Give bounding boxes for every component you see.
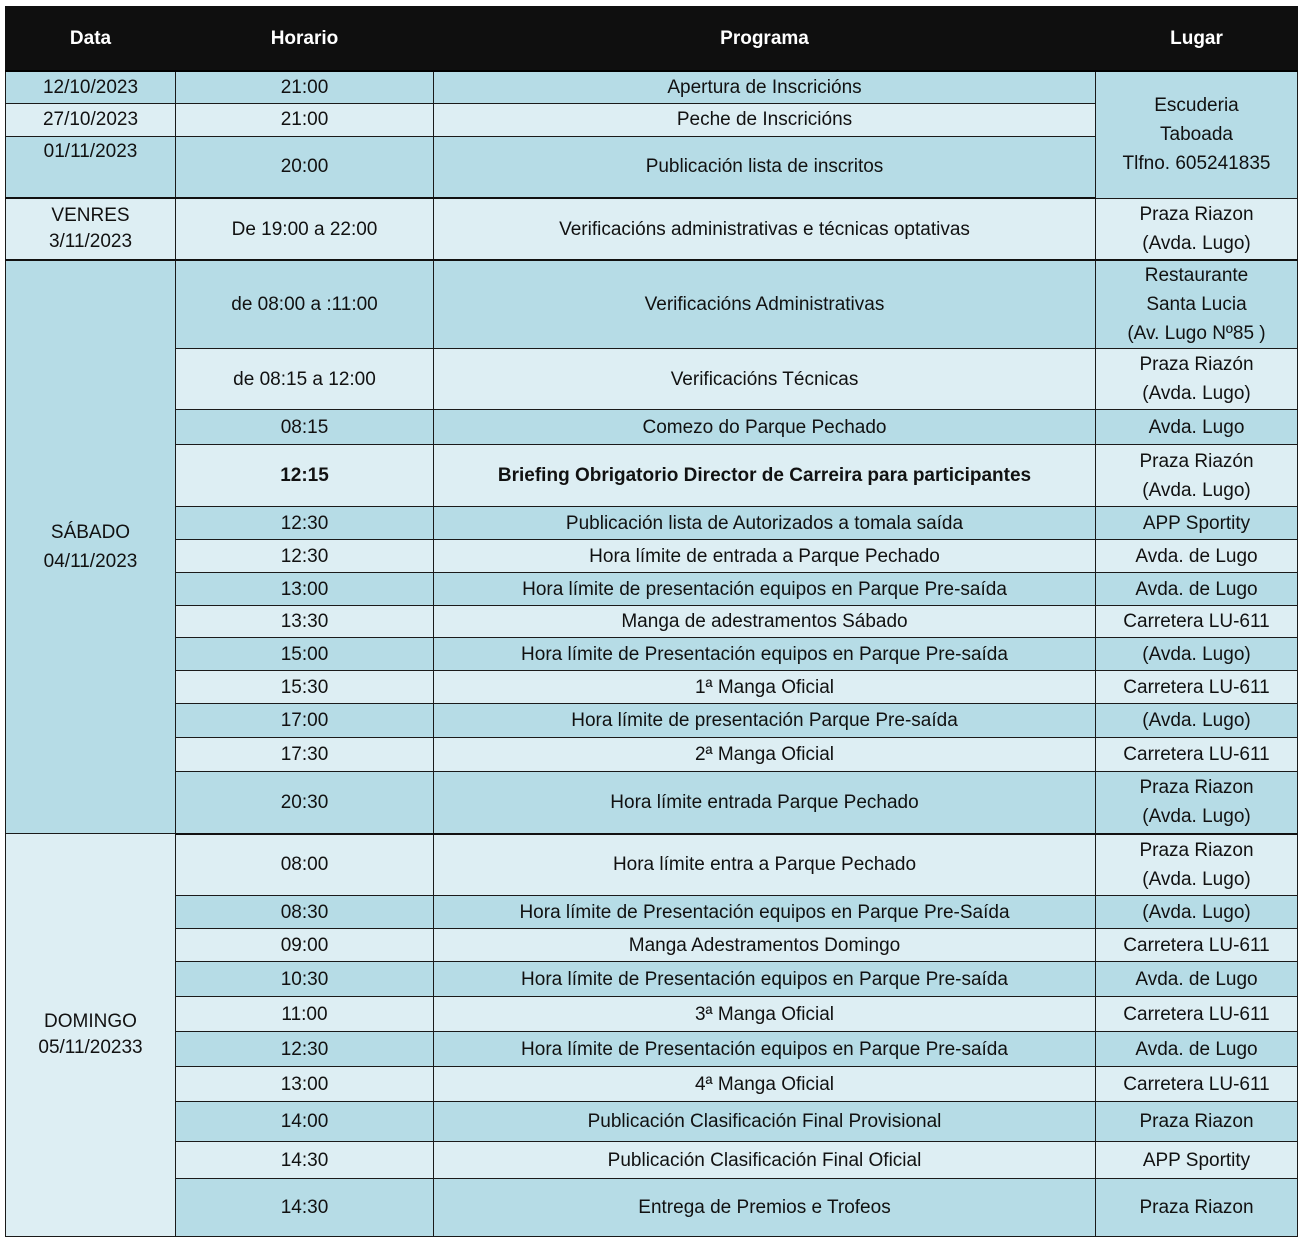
place-line: Restaurante: [1144, 265, 1249, 286]
place-cell: [1096, 71, 1298, 198]
place-cell: Praza Riazon: [1096, 1102, 1298, 1142]
time-cell: 13:00: [176, 573, 434, 606]
header-time: Horario: [176, 7, 434, 72]
program-cell: 3ª Manga Oficial: [434, 997, 1096, 1032]
place-line: (Avda. Lugo): [1142, 479, 1251, 501]
time-cell: 12:30: [176, 540, 434, 573]
table-row: [6, 1142, 1298, 1179]
program-cell: Hora límite entra a Parque Pechado: [434, 834, 1096, 896]
place-cell: [1096, 349, 1298, 410]
table-row: [6, 638, 1298, 671]
schedule-table: [5, 6, 1298, 1237]
place-cell: Praza Riazon: [1096, 1179, 1298, 1237]
time-cell: 15:00: [176, 638, 434, 671]
place-cell: Carretera LU-611: [1096, 929, 1298, 962]
time-cell: 13:00: [176, 1067, 434, 1102]
table-row: [6, 772, 1298, 834]
place-cell: APP Sportity: [1096, 507, 1298, 540]
place-line: Praza Riazon: [1139, 839, 1254, 861]
table-row: [6, 1032, 1298, 1067]
time-cell: 14:30: [176, 1142, 434, 1179]
place-line: (Avda. Lugo): [1142, 868, 1251, 890]
header-place: Lugar: [1096, 7, 1298, 72]
time-cell: 15:30: [176, 671, 434, 704]
place-line: (Av. Lugo Nº85 ): [1127, 323, 1266, 344]
table-row: [6, 1067, 1298, 1102]
table-row: [6, 834, 1298, 896]
place-cell: (Avda. Lugo): [1096, 638, 1298, 671]
program-cell: Publicación Clasificación Final Oficial: [434, 1142, 1096, 1179]
date-cell: [6, 198, 176, 260]
place-line: Praza Riazón: [1139, 354, 1254, 375]
place-cell: Avda. de Lugo: [1096, 540, 1298, 573]
table-row: [6, 997, 1298, 1032]
place-line: Praza Riazon: [1139, 203, 1254, 225]
header-program: Programa: [434, 7, 1096, 72]
program-cell: Hora límite de Presentación equipos en Parque Pre-Saída: [434, 896, 1096, 929]
program-cell: Verificacións Técnicas: [434, 349, 1096, 410]
time-cell: 09:00: [176, 929, 434, 962]
program-cell: Comezo do Parque Pechado: [434, 410, 1096, 445]
date-line: 3/11/2023: [48, 231, 133, 252]
table-row: [6, 260, 1298, 349]
place-cell: Avda. de Lugo: [1096, 573, 1298, 606]
date-cell: 27/10/2023: [6, 103, 176, 136]
table-row: [6, 573, 1298, 606]
table-row: [6, 410, 1298, 445]
table-row: [6, 71, 1298, 103]
program-cell: Publicación lista de inscritos: [434, 136, 1096, 198]
place-cell: Avda. de Lugo: [1096, 1032, 1298, 1067]
program-cell: Publicación Clasificación Final Provisional: [434, 1102, 1096, 1142]
program-cell: 1ª Manga Oficial: [434, 671, 1096, 704]
date-cell: [6, 260, 176, 834]
place-cell: [1096, 772, 1298, 834]
place-cell: Avda. Lugo: [1096, 410, 1298, 445]
table-row: [6, 540, 1298, 573]
place-cell: [1096, 445, 1298, 507]
program-cell: Hora límite de entrada a Parque Pechado: [434, 540, 1096, 573]
program-cell: Manga de adestramentos Sábado: [434, 606, 1096, 638]
date-line: VENRES: [51, 205, 130, 226]
place-cell: [1096, 260, 1298, 349]
program-cell: Hora límite de presentación equipos en Parque Pre-saída: [434, 573, 1096, 606]
place-cell: [1096, 834, 1298, 896]
place-cell: [1096, 198, 1298, 260]
date-cell: 12/10/2023: [6, 71, 176, 103]
time-cell: De 19:00 a 22:00: [176, 198, 434, 260]
program-cell: Hora límite de presentación Parque Pre-saída: [434, 704, 1096, 738]
program-cell: Entrega de Premios e Trofeos: [434, 1179, 1096, 1237]
program-cell: 4ª Manga Oficial: [434, 1067, 1096, 1102]
table-row: [6, 738, 1298, 772]
place-cell: (Avda. Lugo): [1096, 896, 1298, 929]
date-line: 05/11/20233: [38, 1037, 143, 1058]
place-line: Taboada: [1160, 124, 1233, 146]
place-line: (Avda. Lugo): [1142, 806, 1251, 828]
place-line: Praza Riazon: [1139, 777, 1254, 799]
date-line: SÁBADO: [50, 522, 131, 543]
time-cell: 20:30: [176, 772, 434, 834]
table-row: [6, 198, 1298, 260]
header-row: [6, 7, 1298, 72]
time-cell: 11:00: [176, 997, 434, 1032]
program-cell: Hora límite de Presentación equipos en Parque Pre-saída: [434, 962, 1096, 997]
table-row: [6, 1102, 1298, 1142]
program-cell: Peche de Inscricións: [434, 103, 1096, 136]
place-cell: Carretera LU-611: [1096, 738, 1298, 772]
place-line: (Avda. Lugo): [1142, 232, 1251, 254]
program-cell: Hora límite entrada Parque Pechado: [434, 772, 1096, 834]
place-line: Praza Riazón: [1139, 450, 1254, 472]
place-cell: APP Sportity: [1096, 1142, 1298, 1179]
date-cell: [6, 834, 176, 1237]
place-line: Santa Lucia: [1146, 294, 1247, 315]
place-cell: Carretera LU-611: [1096, 671, 1298, 704]
time-cell: 17:30: [176, 738, 434, 772]
time-cell: 20:00: [176, 136, 434, 198]
date-cell: 01/11/2023: [6, 136, 176, 198]
table-row: [6, 349, 1298, 410]
time-cell: 12:30: [176, 507, 434, 540]
time-cell: 14:00: [176, 1102, 434, 1142]
time-cell: 10:30: [176, 962, 434, 997]
place-cell: Carretera LU-611: [1096, 606, 1298, 638]
place-cell: Avda. de Lugo: [1096, 962, 1298, 997]
time-cell: 12:15: [176, 445, 434, 507]
time-cell: 14:30: [176, 1179, 434, 1237]
program-cell: Hora límite de Presentación equipos en Parque Pre-saída: [434, 638, 1096, 671]
program-cell: Verificacións Administrativas: [434, 260, 1096, 349]
time-cell: de 08:00 a :11:00: [176, 260, 434, 349]
table-row: [6, 606, 1298, 638]
time-cell: 17:00: [176, 704, 434, 738]
program-cell: Verificacións administrativas e técnicas optativas: [434, 198, 1096, 260]
program-cell: Hora límite de Presentación equipos en Parque Pre-saída: [434, 1032, 1096, 1067]
table-row: [6, 962, 1298, 997]
place-cell: Carretera LU-611: [1096, 997, 1298, 1032]
date-line: DOMINGO: [44, 1011, 137, 1032]
time-cell: 08:15: [176, 410, 434, 445]
time-cell: 08:30: [176, 896, 434, 929]
time-cell: 21:00: [176, 71, 434, 103]
time-cell: 08:00: [176, 834, 434, 896]
date-line: 04/11/2023: [43, 551, 138, 572]
header-date: Data: [6, 7, 176, 72]
program-cell: Briefing Obrigatorio Director de Carreira para participantes: [434, 445, 1096, 507]
time-cell: 13:30: [176, 606, 434, 638]
table-row: [6, 507, 1298, 540]
time-cell: 21:00: [176, 103, 434, 136]
place-line: Escuderia: [1154, 95, 1239, 117]
program-cell: Manga Adestramentos Domingo: [434, 929, 1096, 962]
time-cell: de 08:15 a 12:00: [176, 349, 434, 410]
place-line: Tlfno. 605241835: [1122, 153, 1271, 175]
program-cell: Apertura de Inscricións: [434, 71, 1096, 103]
program-cell: 2ª Manga Oficial: [434, 738, 1096, 772]
place-cell: Carretera LU-611: [1096, 1067, 1298, 1102]
program-cell: Publicación lista de Autorizados a tomala saída: [434, 507, 1096, 540]
time-cell: 12:30: [176, 1032, 434, 1067]
table-row: [6, 445, 1298, 507]
table-row: [6, 704, 1298, 738]
table-row: [6, 896, 1298, 929]
table-row: [6, 1179, 1298, 1237]
place-line: (Avda. Lugo): [1142, 383, 1251, 404]
table-row: [6, 671, 1298, 704]
place-cell: (Avda. Lugo): [1096, 704, 1298, 738]
table-row: [6, 929, 1298, 962]
